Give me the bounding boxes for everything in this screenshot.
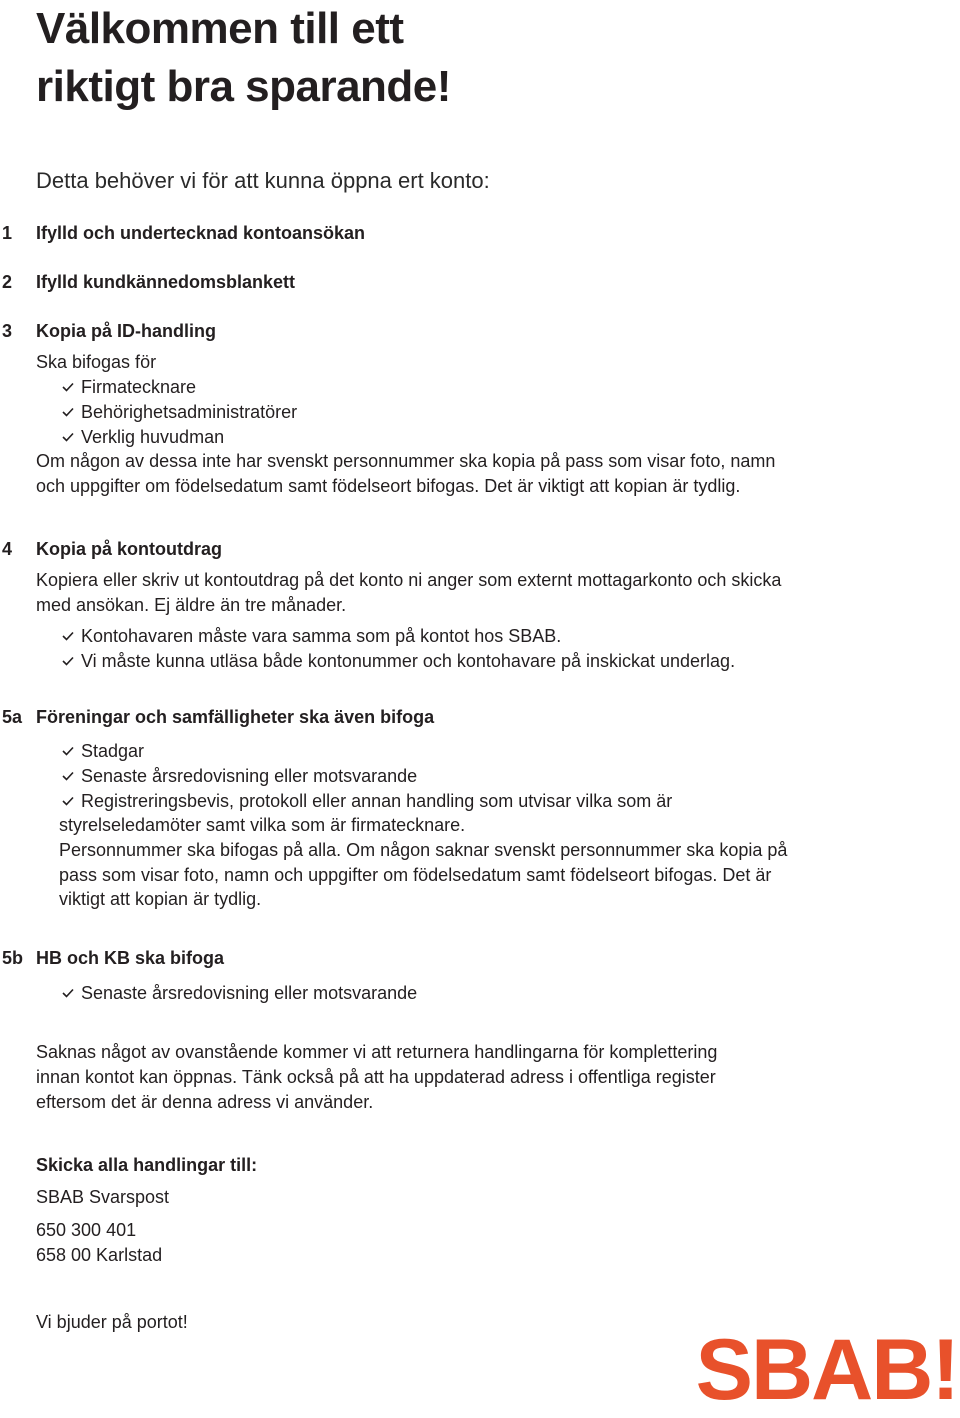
check-item — [62, 375, 297, 400]
item-5b-heading: HB och KB ska bifoga — [36, 948, 225, 968]
item-3-checklist — [62, 375, 297, 449]
missing-paragraph — [36, 1040, 717, 1114]
item-3-heading: Kopia på ID-handling — [36, 321, 216, 341]
check-icon — [62, 656, 74, 666]
text-line: med ansökan. Ej äldre än tre månader. — [36, 594, 347, 615]
item-5b-checklist — [62, 981, 417, 1006]
note-line: viktigt att kopian är tydlig. — [59, 889, 262, 910]
item-4-heading: Kopia på kontoutdrag — [36, 539, 222, 559]
check-icon — [62, 746, 74, 756]
postage-text: Vi bjuder på portot! — [36, 1312, 188, 1332]
note-line: och uppgifter om födelsedatum samt födelseort bifogas. Det är viktigt att kopian är tydlig. — [36, 475, 741, 496]
check-icon — [62, 382, 74, 392]
item-5a-checklist — [62, 739, 672, 813]
check-item — [62, 789, 672, 814]
check-item — [62, 739, 672, 764]
check-label: Senaste årsredovisning eller motsvarande — [81, 765, 418, 786]
item-5a-note — [59, 813, 787, 912]
note-line: Personnummer ska bifogas på alla. Om någon saknar svenskt personnummer ska kopia på — [59, 839, 788, 860]
item-2-number: 2 — [2, 272, 13, 292]
send-heading: Skicka alla handlingar till: — [36, 1155, 258, 1175]
item-4-text — [36, 568, 781, 618]
item-5a-heading: Föreningar och samfälligheter ska även bifoga — [36, 707, 435, 727]
title-line-2: riktigt bra sparande! — [36, 62, 451, 111]
item-5a-number: 5a — [2, 707, 23, 727]
check-label: Registreringsbevis, protokoll eller annan handling som utvisar vilka som är — [81, 790, 673, 811]
item-1-heading: Ifylld och undertecknad kontoansökan — [36, 223, 366, 243]
check-label: Behörighetsadministratörer — [81, 401, 298, 422]
check-item — [62, 981, 417, 1006]
check-label: Kontohavaren måste vara samma som på kontot hos SBAB. — [81, 626, 562, 646]
paragraph-line: eftersom det är denna adress vi använder. — [36, 1091, 374, 1112]
check-icon — [62, 771, 74, 781]
check-label: Verklig huvudman — [81, 426, 225, 447]
item-1-number: 1 — [2, 223, 13, 243]
paragraph-line: innan kontot kan öppnas. Tänk också på att ha uppdaterad adress i offentliga register — [36, 1066, 716, 1087]
check-icon — [62, 631, 74, 641]
check-continuation: styrelseledamöter samt vilka som är firmatecknare. — [59, 815, 466, 835]
item-4-checklist — [62, 624, 735, 674]
check-item — [62, 400, 297, 425]
check-label: Firmatecknare — [81, 377, 197, 397]
item-2-heading: Ifylld kundkännedomsblankett — [36, 272, 296, 292]
check-item — [62, 764, 672, 789]
page-title — [36, 0, 451, 116]
send-name: SBAB Svarspost — [36, 1187, 170, 1207]
check-icon — [62, 407, 74, 417]
send-postal: 658 00 Karlstad — [36, 1245, 163, 1265]
check-item — [62, 649, 735, 674]
check-icon — [62, 796, 74, 806]
note-line: pass som visar foto, namn och uppgifter om födelsedatum samt födelseort bifogas. Det är — [59, 864, 772, 885]
item-3-sub: Ska bifogas för — [36, 352, 157, 372]
check-icon — [62, 432, 74, 442]
item-4-number: 4 — [2, 539, 13, 559]
check-label: Senaste årsredovisning eller motsvarande — [81, 983, 418, 1003]
check-icon — [62, 988, 74, 998]
item-5b-number: 5b — [2, 948, 24, 968]
check-item — [62, 425, 297, 450]
intro-text: Detta behöver vi för att kunna öppna ert konto: — [36, 168, 490, 193]
check-item — [62, 624, 735, 649]
note-line: Om någon av dessa inte har svenskt personnummer ska kopia på pass som visar foto, namn — [36, 451, 776, 471]
item-3-note — [36, 449, 775, 499]
item-3-number: 3 — [2, 321, 13, 341]
paragraph-line: Saknas något av ovanstående kommer vi att returnera handlingarna för komplettering — [36, 1042, 718, 1062]
check-label: Vi måste kunna utläsa både kontonummer och kontohavare på inskickat underlag. — [81, 650, 736, 671]
check-label: Stadgar — [81, 741, 145, 761]
title-line-1: Välkommen till ett — [36, 4, 404, 53]
send-number: 650 300 401 — [36, 1220, 137, 1240]
sbab-logo: SBAB! — [695, 1322, 958, 1418]
text-line: Kopiera eller skriv ut kontoutdrag på det konto ni anger som externt mottagarkonto och skicka — [36, 570, 782, 590]
